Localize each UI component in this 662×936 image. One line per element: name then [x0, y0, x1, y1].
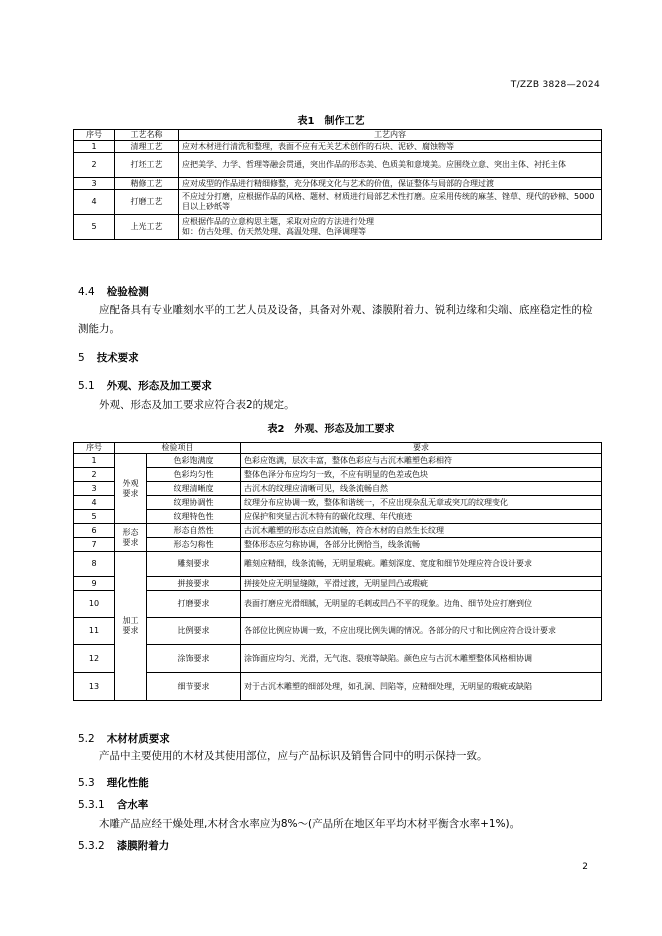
table-row: [74, 141, 602, 153]
section-number: 4.4: [78, 286, 95, 298]
row-number: 9: [74, 577, 115, 591]
row-number: 13: [74, 673, 115, 701]
requirement: 表面打磨应光滑细腻，无明显的毛刺或凹凸不平的现象。边角、细节处应打磨到位: [241, 591, 602, 618]
row-number: 12: [74, 645, 115, 673]
table-row: [74, 552, 602, 577]
inspection-item: 形态匀称性: [147, 538, 241, 552]
table-row: [74, 178, 602, 190]
requirement: 整体色泽分布应均匀一致，不应有明显的色差或色块: [241, 468, 602, 482]
section-title: 外观、形态及加工要求: [106, 380, 212, 392]
inspection-item: 比例要求: [147, 618, 241, 645]
section-number: 5.3.2: [78, 840, 105, 852]
inspection-item: 形态自然性: [147, 524, 241, 538]
table2: [73, 442, 602, 701]
row-number: 4: [74, 496, 115, 510]
table-row: [74, 215, 602, 240]
requirement: 对于古沉木雕塑的细部处理，如孔洞、凹陷等，应精细处理，无明显的瑕疵或缺陷: [241, 673, 602, 701]
process-content: 不应过分打磨，应根据作品的风格、题材、材质进行局部艺术性打磨。应采用传统的麻茎、锉草、现代的砂棉、5000目以上砂纸等: [179, 190, 602, 215]
section-5-3-1-heading: [78, 797, 148, 812]
requirement: 拼接处应无明显缝隙，平滑过渡，无明显凹凸或瑕疵: [241, 577, 602, 591]
header-cell: 要求: [241, 443, 602, 454]
process-name: 打磨工艺: [115, 190, 179, 215]
process-content: 应把美学、力学、哲理等融会贯通，突出作品的形态美、色质美和意境美。应围绕立意、突出主体、衬托主体: [179, 153, 602, 178]
section-5-3-heading: [78, 775, 149, 790]
row-number: 1: [74, 141, 115, 153]
requirement: 涂饰面应均匀、光滑，无气泡、裂痕等缺陷。颜色应与古沉木雕塑整体风格相协调: [241, 645, 602, 673]
table-row: [74, 468, 602, 482]
table-row: [74, 454, 602, 468]
requirement: 各部位比例应协调一致，不应出现比例失调的情况。各部分的尺寸和比例应符合设计要求: [241, 618, 602, 645]
inspection-item: 拼接要求: [147, 577, 241, 591]
table-row: [74, 482, 602, 496]
table-row: [74, 577, 602, 591]
process-content: 应根据作品的立意构思主题，采取对应的方法进行处理 如：仿古处理、仿天然处理、高温处理、色泽调理等: [179, 215, 602, 240]
section-4-4-heading: [78, 284, 149, 299]
process-name: 打坯工艺: [115, 153, 179, 178]
group-appearance: 外观 要求: [115, 454, 147, 524]
header-cell: 序号: [74, 130, 115, 141]
row-number: 2: [74, 153, 115, 178]
section-5-1-heading: [78, 378, 212, 393]
row-number: 2: [74, 468, 115, 482]
group-process: 加工 要求: [115, 552, 147, 701]
section-title: 理化性能: [106, 777, 149, 789]
row-number: 6: [74, 524, 115, 538]
inspection-item: 色彩均匀性: [147, 468, 241, 482]
section-5-3-1-text: 木雕产品应经干燥处理,木材含水率应为8%～(产品所在地区年平均木材平衡含水率+1%)。: [99, 818, 521, 830]
process-name: 上光工艺: [115, 215, 179, 240]
inspection-item: 色彩饱满度: [147, 454, 241, 468]
row-number: 3: [74, 482, 115, 496]
requirement: 纹理分布应协调一致，整体和谐统一，不应出现杂乱无章或突兀的纹理变化: [241, 496, 602, 510]
process-content: 应对木材进行清洗和整理，表面不应有无关艺术创作的石块、泥砂、腐蚀物等: [179, 141, 602, 153]
header-cell: 序号: [74, 443, 115, 454]
section-4-4-text: 应配备具有专业雕刻水平的工艺人员及设备，具备对外观、漆膜附着力、锐利边缘和尖端、底座稳定性的检测能力。: [78, 304, 593, 335]
table1-caption: 表1 制作工艺: [297, 116, 365, 127]
group-form: 形态 要求: [115, 524, 147, 552]
section-title: 含水率: [116, 799, 149, 811]
requirement: 古沉木雕塑的形态应自然流畅，符合木材的自然生长纹理: [241, 524, 602, 538]
row-number: 4: [74, 190, 115, 215]
section-number: 5: [78, 352, 85, 364]
section-title: 检验检测: [106, 286, 149, 298]
row-number: 8: [74, 552, 115, 577]
table1-header-row: [74, 130, 602, 141]
requirement: 古沉木的纹理应清晰可见，线条流畅自然: [241, 482, 602, 496]
row-number: 1: [74, 454, 115, 468]
section-number: 5.2: [78, 733, 95, 745]
header-cell: 检验项目: [115, 443, 241, 454]
table-row: [74, 673, 602, 701]
standard-number: T/ZZB 3828—2024: [510, 80, 600, 90]
process-name: 精修工艺: [115, 178, 179, 190]
section-5-1-text: 外观、形态及加工要求应符合表2的规定。: [99, 399, 295, 411]
inspection-item: 纹理清晰度: [147, 482, 241, 496]
requirement: 雕刻应精细，线条流畅，无明显瑕疵。雕刻深度、宽度和细节处理应符合设计要求: [241, 552, 602, 577]
row-number: 3: [74, 178, 115, 190]
page-number: 2: [582, 862, 588, 872]
process-content: 应对成型的作品进行精细修整，充分体现文化与艺术的价值，保证整体与局部的合理过渡: [179, 178, 602, 190]
table-row: [74, 645, 602, 673]
table-row: [74, 510, 602, 524]
inspection-item: 涂饰要求: [147, 645, 241, 673]
table2-caption: 表2 外观、形态及加工要求: [267, 424, 395, 435]
table1: [73, 129, 602, 240]
table-row: [74, 153, 602, 178]
inspection-item: 纹理特色性: [147, 510, 241, 524]
header-cell: 工艺名称: [115, 130, 179, 141]
row-number: 11: [74, 618, 115, 645]
inspection-item: 打磨要求: [147, 591, 241, 618]
row-number: 5: [74, 510, 115, 524]
section-5-3-2-heading: [78, 838, 169, 853]
process-name: 清理工艺: [115, 141, 179, 153]
table-row: [74, 190, 602, 215]
row-number: 10: [74, 591, 115, 618]
section-number: 5.3.1: [78, 799, 105, 811]
section-title: 技术要求: [96, 352, 139, 364]
section-5-2-heading: [78, 731, 170, 746]
table-row: [74, 524, 602, 538]
section-5-heading: [78, 350, 139, 365]
section-5-2-text: 产品中主要使用的木材及其使用部位，应与产品标识及销售合同中的明示保持一致。: [99, 750, 488, 762]
requirement: 整体形态应匀称协调，各部分比例恰当，线条流畅: [241, 538, 602, 552]
table2-header-row: [74, 443, 602, 454]
table-row: [74, 591, 602, 618]
inspection-item: 雕刻要求: [147, 552, 241, 577]
inspection-item: 纹理协调性: [147, 496, 241, 510]
row-number: 5: [74, 215, 115, 240]
table-row: [74, 618, 602, 645]
section-number: 5.3: [78, 777, 95, 789]
row-number: 7: [74, 538, 115, 552]
requirement: 色彩应饱满，层次丰富，整体色彩应与古沉木雕塑色彩相符: [241, 454, 602, 468]
section-number: 5.1: [78, 380, 95, 392]
header-cell: 工艺内容: [179, 130, 602, 141]
inspection-item: 细节要求: [147, 673, 241, 701]
requirement: 应保护和突显古沉木特有的碳化纹理、年代痕迹: [241, 510, 602, 524]
table-row: [74, 496, 602, 510]
section-title: 漆膜附着力: [116, 840, 170, 852]
section-title: 木材材质要求: [106, 733, 170, 745]
table-row: [74, 538, 602, 552]
